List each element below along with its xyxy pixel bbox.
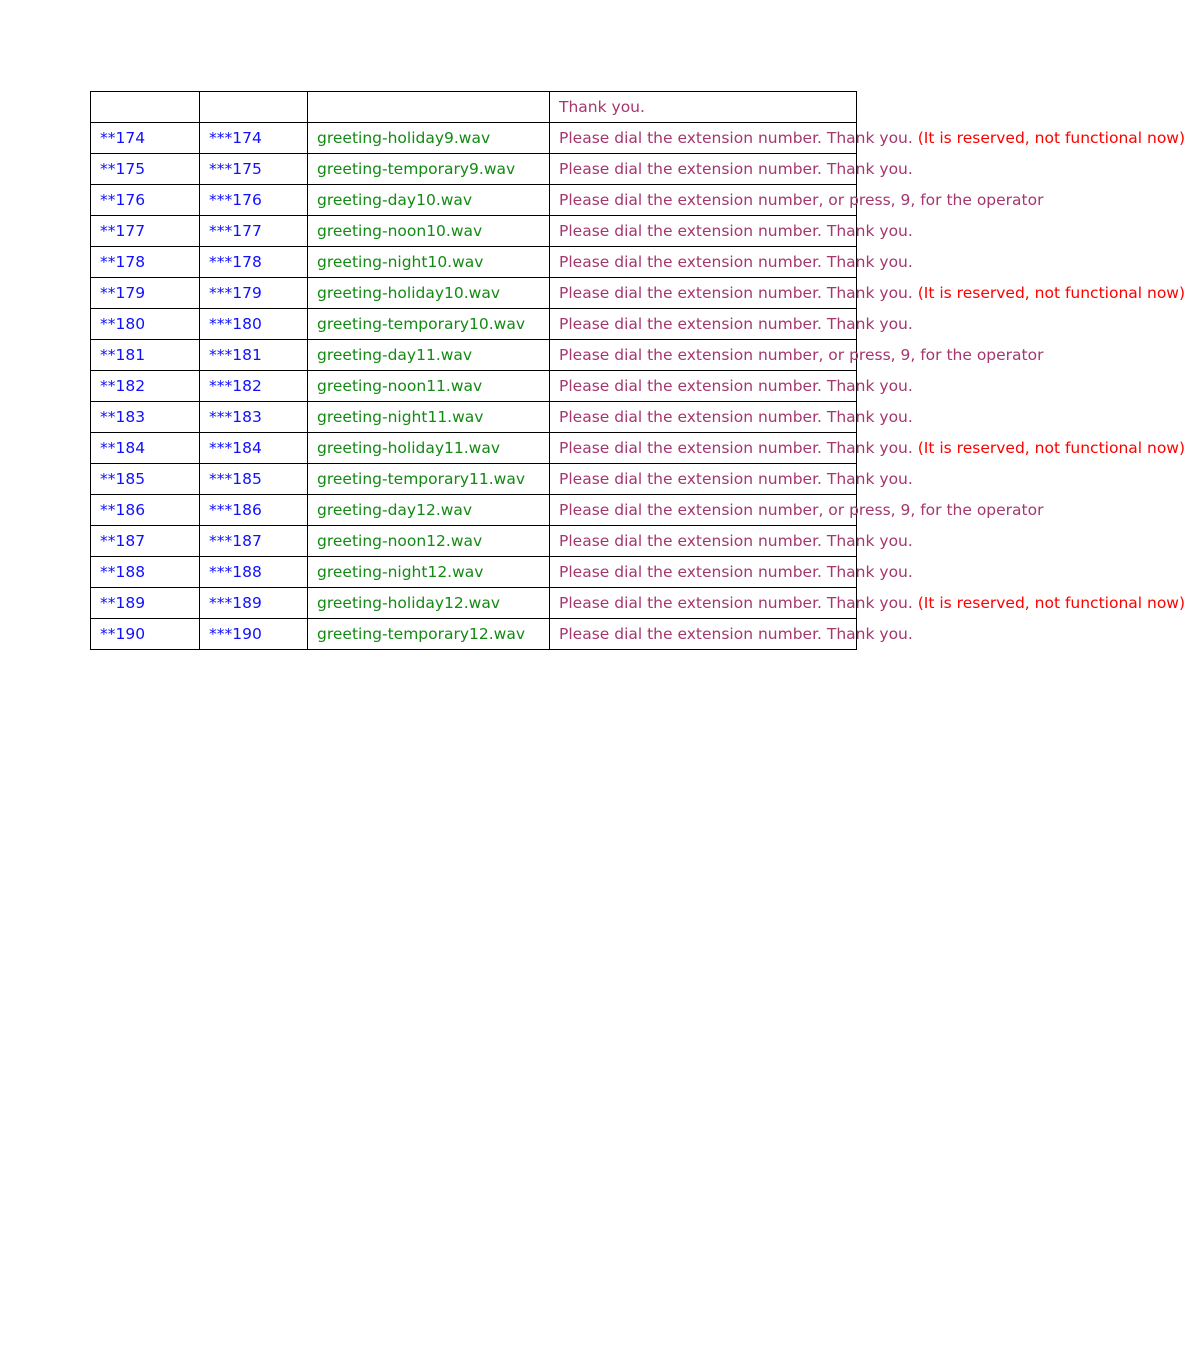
table-row (91, 278, 857, 309)
description-cell (550, 371, 913, 402)
filename-cell: greeting-day12.wav (308, 495, 550, 526)
feature-code-cell: **181 (91, 340, 200, 371)
feature-code-cell: **177 (91, 216, 200, 247)
description-cell (550, 526, 913, 557)
description-cell (550, 309, 913, 340)
feature-code-cell: **185 (91, 464, 200, 495)
description-cell (550, 619, 913, 650)
filename-cell: greeting-temporary11.wav (308, 464, 550, 495)
description-cell (550, 588, 1185, 619)
access-code-cell: ***185 (200, 464, 308, 495)
table-row (91, 495, 857, 526)
description-text: Please dial the extension number. Thank you. (559, 160, 913, 178)
filename-cell: greeting-holiday9.wav (308, 123, 550, 154)
table-row (91, 340, 857, 371)
filename-cell: greeting-night11.wav (308, 402, 550, 433)
access-code-cell: ***176 (200, 185, 308, 216)
feature-code-cell: **188 (91, 557, 200, 588)
description-text: Please dial the extension number. Thank you. (559, 284, 913, 302)
filename-cell: greeting-noon12.wav (308, 526, 550, 557)
description-cell (550, 433, 1185, 464)
access-code-cell: ***183 (200, 402, 308, 433)
feature-code-cell: **179 (91, 278, 200, 309)
access-code-cell: ***184 (200, 433, 308, 464)
description-cell (550, 247, 913, 278)
access-code-cell: ***186 (200, 495, 308, 526)
description-text: Please dial the extension number. Thank you. (559, 315, 913, 333)
description-cell (550, 402, 913, 433)
table-row (91, 154, 857, 185)
filename-cell: greeting-temporary9.wav (308, 154, 550, 185)
access-code-cell: ***189 (200, 588, 308, 619)
access-code-cell: ***188 (200, 557, 308, 588)
reserved-note: (It is reserved, not functional now) (917, 284, 1185, 302)
access-code-cell: ***175 (200, 154, 308, 185)
reserved-note: (It is reserved, not functional now) (917, 594, 1185, 612)
table-row (91, 526, 857, 557)
feature-code-cell: **174 (91, 123, 200, 154)
table-row (91, 309, 857, 340)
access-code-cell: ***187 (200, 526, 308, 557)
feature-code-cell: **178 (91, 247, 200, 278)
description-cell (550, 154, 913, 185)
feature-code-cell: **175 (91, 154, 200, 185)
filename-cell: greeting-noon10.wav (308, 216, 550, 247)
description-text: Please dial the extension number, or press, 9, for the operator (559, 346, 1044, 364)
access-code-cell: ***181 (200, 340, 308, 371)
table-row (91, 371, 857, 402)
description-text: Please dial the extension number. Thank you. (559, 129, 913, 147)
table-row (91, 464, 857, 495)
filename-cell: greeting-day11.wav (308, 340, 550, 371)
filename-cell: greeting-holiday12.wav (308, 588, 550, 619)
description-text: Please dial the extension number, or press, 9, for the operator (559, 191, 1044, 209)
description-text: Please dial the extension number. Thank you. (559, 625, 913, 643)
description-cell (550, 557, 913, 588)
description-cell (550, 278, 1185, 309)
description-text: Please dial the extension number. Thank you. (559, 532, 913, 550)
description-cell (550, 464, 913, 495)
table-row (91, 247, 857, 278)
access-code-cell: ***180 (200, 309, 308, 340)
description-text: Please dial the extension number. Thank you. (559, 377, 913, 395)
table-row (91, 216, 857, 247)
greeting-table (90, 91, 1185, 650)
description-cell (550, 216, 913, 247)
feature-code-cell: **186 (91, 495, 200, 526)
filename-cell: greeting-night12.wav (308, 557, 550, 588)
description-text: Thank you. (559, 98, 645, 116)
filename-cell (308, 92, 550, 123)
filename-cell: greeting-holiday10.wav (308, 278, 550, 309)
access-code-cell: ***174 (200, 123, 308, 154)
description-text: Please dial the extension number. Thank you. (559, 408, 913, 426)
filename-cell: greeting-day10.wav (308, 185, 550, 216)
filename-cell: greeting-night10.wav (308, 247, 550, 278)
filename-cell: greeting-holiday11.wav (308, 433, 550, 464)
greeting-table-body (91, 92, 1185, 650)
feature-code-cell: **184 (91, 433, 200, 464)
description-cell (550, 123, 1185, 154)
filename-cell: greeting-noon11.wav (308, 371, 550, 402)
description-text: Please dial the extension number. Thank you. (559, 439, 913, 457)
description-text: Please dial the extension number. Thank you. (559, 563, 913, 581)
access-code-cell: ***190 (200, 619, 308, 650)
filename-cell: greeting-temporary10.wav (308, 309, 550, 340)
access-code-cell: ***177 (200, 216, 308, 247)
access-code-cell: ***178 (200, 247, 308, 278)
table-row (91, 619, 857, 650)
table-row (91, 433, 857, 464)
description-cell (550, 340, 1044, 371)
reserved-note: (It is reserved, not functional now) (917, 129, 1185, 147)
feature-code-cell: **190 (91, 619, 200, 650)
feature-code-cell: **189 (91, 588, 200, 619)
feature-code-cell: **182 (91, 371, 200, 402)
feature-code-cell: **180 (91, 309, 200, 340)
description-text: Please dial the extension number. Thank you. (559, 470, 913, 488)
access-code-cell: ***182 (200, 371, 308, 402)
description-cell (550, 92, 857, 123)
description-cell (550, 185, 1044, 216)
description-text: Please dial the extension number. Thank you. (559, 594, 913, 612)
reserved-note: (It is reserved, not functional now) (917, 439, 1185, 457)
description-text: Please dial the extension number. Thank you. (559, 222, 913, 240)
table-row (91, 185, 857, 216)
table-row (91, 92, 857, 123)
feature-code-cell: **187 (91, 526, 200, 557)
description-cell (550, 495, 1044, 526)
filename-cell: greeting-temporary12.wav (308, 619, 550, 650)
table-row (91, 123, 857, 154)
description-text: Please dial the extension number, or press, 9, for the operator (559, 501, 1044, 519)
table-row (91, 402, 857, 433)
access-code-cell (200, 92, 308, 123)
feature-code-cell (91, 92, 200, 123)
table-row (91, 588, 857, 619)
access-code-cell: ***179 (200, 278, 308, 309)
feature-code-cell: **183 (91, 402, 200, 433)
description-text: Please dial the extension number. Thank you. (559, 253, 913, 271)
table-row (91, 557, 857, 588)
feature-code-cell: **176 (91, 185, 200, 216)
